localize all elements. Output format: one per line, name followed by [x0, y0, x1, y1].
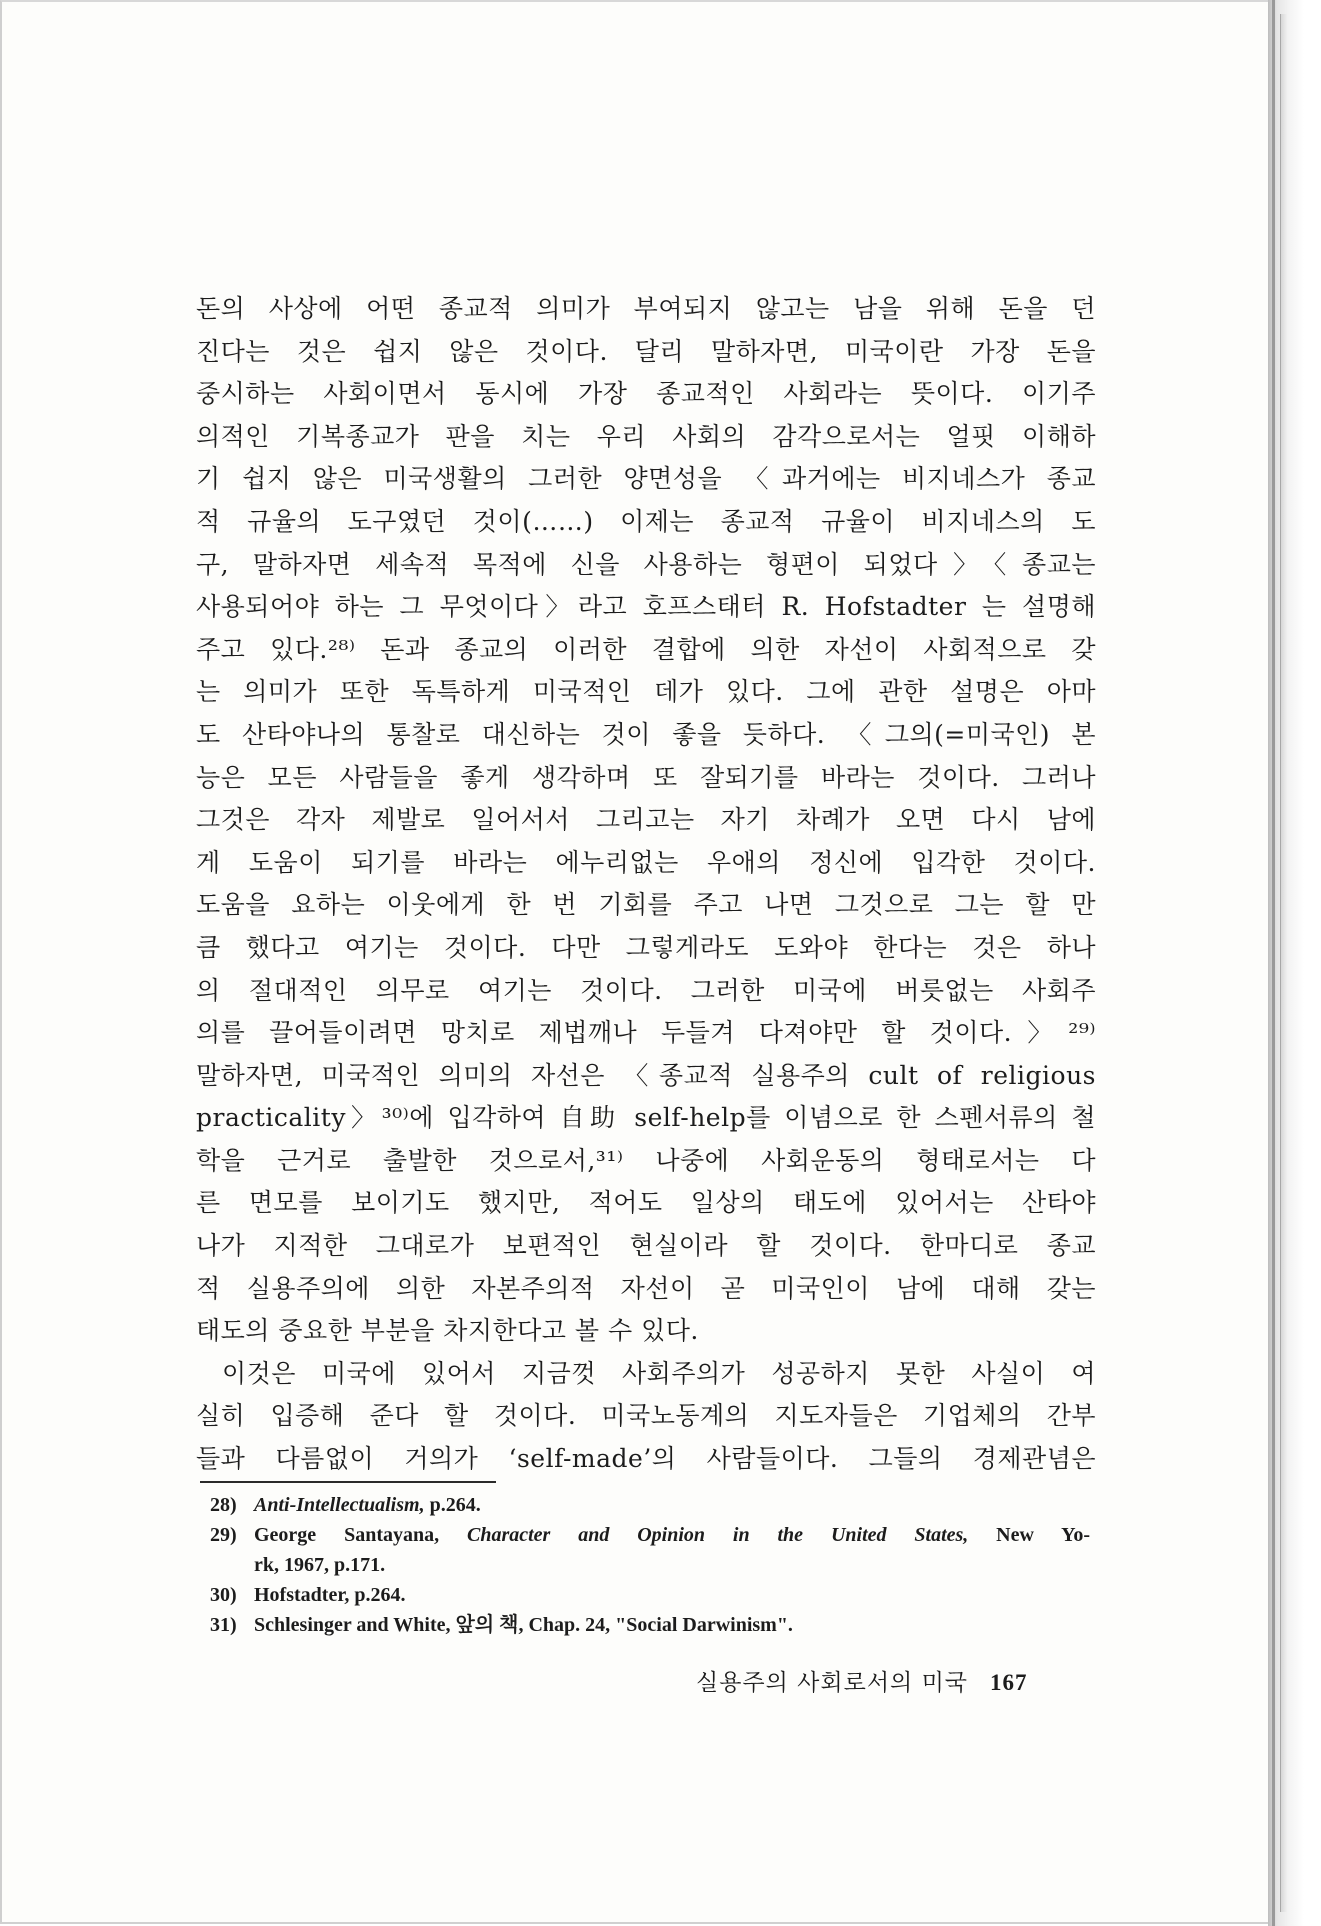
- footnote-title: Character and Opinion in the United States,: [467, 1524, 969, 1546]
- footnote-31: [210, 1610, 1090, 1640]
- text-line: 게 도움이 되기를 바라는 에누리없는 우애의 정신에 입각한 것이다.: [196, 847, 1096, 877]
- text-line: 도 산타야나의 통찰로 대신하는 것이 좋을 듯하다. 〈그의(=미국인) 본: [196, 719, 1096, 749]
- text-line: 구, 말하자면 세속적 목적에 신을 사용하는 형편이 되었다〉〈종교는: [196, 549, 1096, 579]
- footnote-number: 31): [210, 1614, 237, 1636]
- footnote-number: 30): [210, 1584, 237, 1606]
- footnote-29-continuation: rk, 1967, p.171.: [254, 1554, 386, 1576]
- footnote-title: Anti-Intellectualism,: [254, 1494, 425, 1516]
- footnote-text: New Yo-: [968, 1524, 1090, 1546]
- text-line: 의 절대적인 의무로 여기는 것이다. 그러한 미국에 버릇없는 사회주: [196, 975, 1096, 1005]
- text-line: 학을 근거로 출발한 것으로서,³¹⁾ 나중에 사회운동의 형태로서는 다: [196, 1145, 1096, 1175]
- text-line: 른 면모를 보이기도 했지만, 적어도 일상의 태도에 있어서는 산타야: [196, 1188, 1096, 1218]
- body-text: [196, 288, 1096, 1481]
- footnotes: [210, 1490, 1090, 1640]
- footnote-number: 28): [210, 1494, 237, 1516]
- footnote-author: George Santayana,: [254, 1524, 467, 1546]
- footnote-29: [210, 1520, 1090, 1550]
- text-line: 태도의 중요한 부분을 차지한다고 볼 수 있다.: [196, 1316, 699, 1346]
- running-title: 실용주의 사회로서의 미국: [696, 1670, 969, 1696]
- text-line: 주고 있다.²⁸⁾ 돈과 종교의 이러한 결합에 의한 자선이 사회적으로 갖: [196, 634, 1096, 664]
- text-line: 의를 끌어들이려면 망치로 제법깨나 두들겨 다져야만 할 것이다.〉²⁹⁾: [196, 1018, 1096, 1048]
- page-edge-shadow: [1268, 0, 1304, 1926]
- paragraph-first-line: 이것은 미국에 있어서 지금껏 사회주의가 성공하지 못한 사실이 여: [222, 1358, 1096, 1388]
- footnote-text: Hofstadter, p.264.: [254, 1584, 406, 1606]
- text-line: 의적인 기복종교가 판을 치는 우리 사회의 감각으로서는 얼핏 이해하: [196, 421, 1096, 451]
- text-line: 적 실용주의에 의한 자본주의적 자선이 곧 미국인이 남에 대해 갖는: [196, 1273, 1096, 1303]
- text-line: 실히 입증해 준다 할 것이다. 미국노동계의 지도자들은 기업체의 간부: [196, 1401, 1096, 1431]
- footnote-text: Schlesinger and White, 앞의 책, Chap. 24, "Social Darwinism".: [254, 1614, 793, 1636]
- text-line: 들과 다름없이 거의가 ‘self-made’의 사람들이다. 그들의 경제관념은: [196, 1444, 1096, 1474]
- footnote-number: 29): [210, 1524, 237, 1546]
- text-line: 는 의미가 또한 독특하게 미국적인 데가 있다. 그에 관한 설명은 아마: [196, 677, 1096, 707]
- text-line: 진다는 것은 쉽지 않은 것이다. 달리 말하자면, 미국이란 가장 돈을: [196, 336, 1096, 366]
- text-line: 기 쉽지 않은 미국생활의 그러한 양면성을 〈과거에는 비지네스가 종교: [196, 464, 1096, 494]
- text-line: 적 규율의 도구였던 것이(……) 이제는 종교적 규율이 비지네스의 도: [196, 506, 1096, 536]
- footnote-text: p.264.: [424, 1494, 481, 1516]
- text-line: 그것은 각자 제발로 일어서서 그리고는 자기 차례가 오면 다시 남에: [196, 805, 1096, 835]
- text-line: 도움을 요하는 이웃에게 한 번 기회를 주고 나면 그것으로 그는 할 만: [196, 890, 1096, 920]
- running-footer: [696, 1664, 1066, 1697]
- text-line: 나가 지적한 그대로가 보편적인 현실이라 할 것이다. 한마디로 종교: [196, 1231, 1096, 1261]
- footnote-30: [210, 1580, 1090, 1610]
- page-number: 167: [990, 1670, 1028, 1695]
- text-line: practicality〉³⁰⁾에 입각하여 自助 self-help를 이념으로 한 스펜서류의 철: [196, 1103, 1096, 1133]
- text-line: 능은 모든 사람들을 좋게 생각하며 또 잘되기를 바라는 것이다. 그러나: [196, 762, 1096, 792]
- text-line: 중시하는 사회이면서 동시에 가장 종교적인 사회라는 뜻이다. 이기주: [196, 379, 1096, 409]
- footnote-28: [210, 1490, 1090, 1520]
- text-line: 사용되어야 하는 그 무엇이다〉라고 호프스태터 R. Hofstadter 는 설명해: [196, 592, 1096, 622]
- text-line: 큼 했다고 여기는 것이다. 다만 그렇게라도 도와야 한다는 것은 하나: [196, 932, 1096, 962]
- text-line: 돈의 사상에 어떤 종교적 의미가 부여되지 않고는 남을 위해 돈을 던: [196, 294, 1096, 323]
- footnote-divider: [200, 1481, 496, 1483]
- text-line: 말하자면, 미국적인 의미의 자선은 〈종교적 실용주의 cult of religious: [196, 1060, 1096, 1090]
